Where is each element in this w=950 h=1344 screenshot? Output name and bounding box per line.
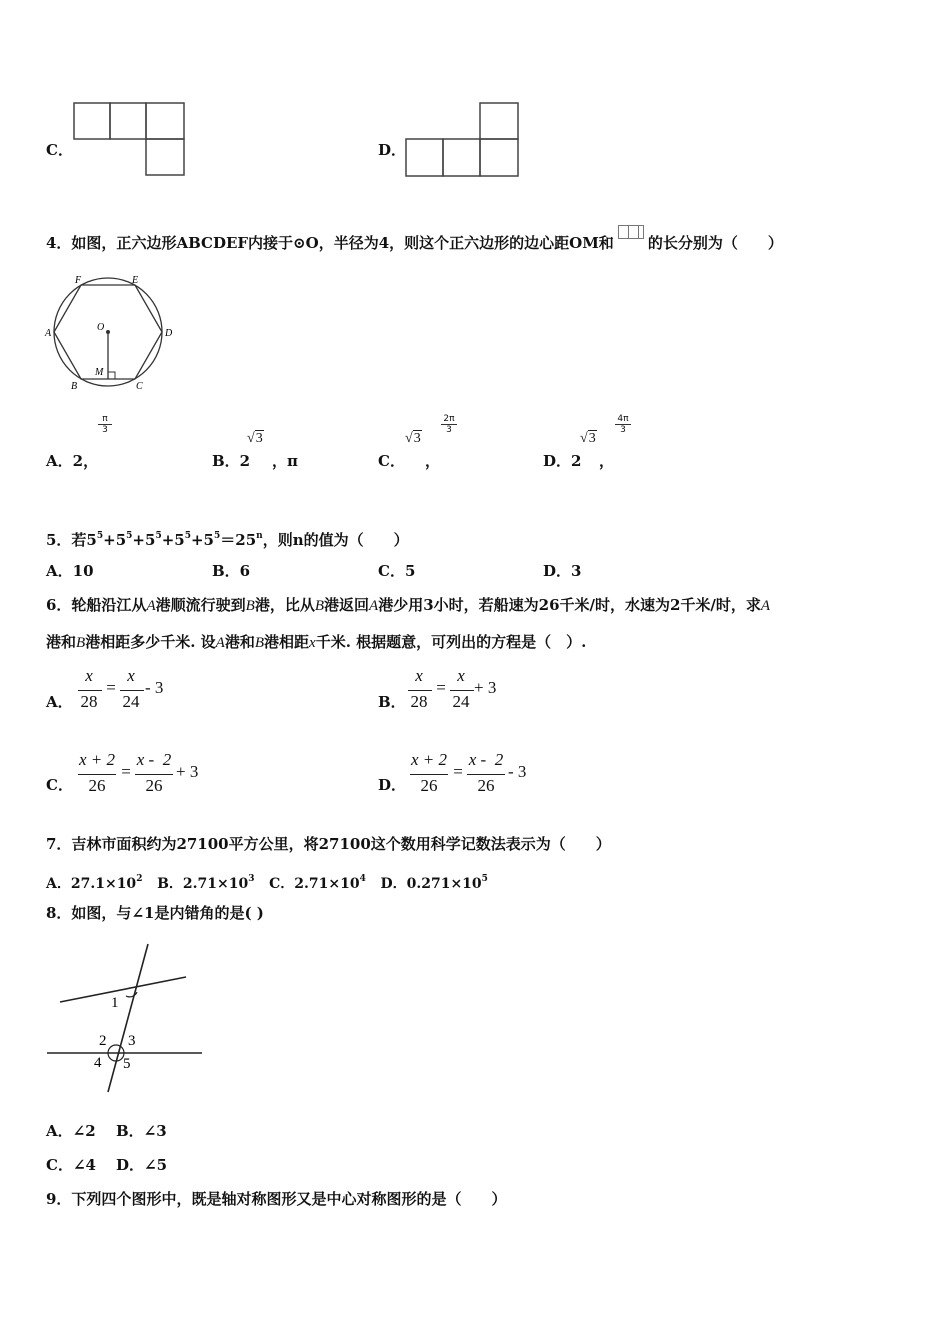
q4-option-c: C． (378, 452, 405, 470)
q3-option-c-label: C． (46, 141, 73, 159)
q9-stem: 9．下列四个图形中，既是轴对称图形又是中心对称图形的是（ ） (46, 1190, 507, 1208)
q8-option-d: D．∠5 (116, 1156, 168, 1174)
q4-option-d-tail: ， (599, 452, 615, 470)
q7-options: A．$27.1\times 10^2$ B．$2.71\times 10^3$ C．$2.71\times 10^4$ D．$0.271\times 10^5$ (46, 874, 488, 892)
hex-label-e: E (132, 275, 139, 286)
q4-option-c-tail: ， (425, 452, 441, 470)
hex-label-m: M (95, 367, 104, 378)
q4-hexagon-figure (40, 268, 180, 398)
q5-option-c: C．5 (378, 562, 416, 580)
angle-label-2: 2 (99, 1033, 107, 1049)
q6-option-d-equation: x + 2 26 = x - 2 26 - 3 (410, 750, 527, 795)
q4-option-a: A．2， (46, 452, 99, 470)
q8-option-b: B．∠3 (116, 1122, 167, 1140)
q8-option-a: A．∠2 (46, 1122, 96, 1140)
q4-option-b: B．2 (212, 452, 251, 470)
q8-option-c: C．∠4 (46, 1156, 96, 1174)
q5-option-a: A．10 (46, 562, 94, 580)
q4-small-fraction-d: 4π 3 (615, 414, 631, 435)
q4-option-b-sqrt: √3 (247, 431, 263, 446)
q6-option-a-equation: x 28 = x 24 - 3 (76, 666, 196, 716)
q4-option-d-sqrt: √3 (580, 431, 596, 446)
hex-label-f: F (75, 275, 82, 286)
missing-formula-placeholder (618, 225, 644, 239)
q6-option-c-equation: x + 2 26 = x - 2 26 + 3 (78, 750, 199, 795)
q6-option-b-equation: x 28 = x 24 + 3 (406, 666, 526, 716)
angle-label-4: 4 (94, 1055, 102, 1071)
hex-label-c: C (136, 381, 143, 392)
q3-option-d-net-figure (404, 101, 522, 179)
q4-small-fraction-a: π 3 (98, 414, 112, 435)
q6-option-b-label: B． (378, 693, 406, 711)
q5-option-b: B．6 (212, 562, 251, 580)
q5-option-d: D．3 (543, 562, 582, 580)
q3-option-c-net-figure (72, 101, 188, 179)
q6-stem-line1: 6．轮船沿江从A港顺流行驶到B港，比从B港返回A港少用3小时，若船速为26千米/时，水速为2千米/时，求A (46, 596, 771, 614)
q3-option-d-label: D． (378, 141, 407, 159)
q5-stem: 5．若$5^5+5^5+5^5+5^5+5^5=25^n$，则n的值为（ ） (46, 531, 409, 549)
q8-stem: 8．如图，与∠1是内错角的是( ) (46, 904, 264, 922)
hex-label-d: D (165, 328, 173, 339)
angle-label-1: 1 (111, 995, 119, 1011)
q8-angle-figure (44, 940, 206, 1100)
q7-stem: 7．吉林市面积约为27100平方公里，将27100这个数用科学记数法表示为（ ） (46, 835, 611, 853)
angle-label-5: 5 (123, 1056, 131, 1072)
hex-label-a: A (45, 328, 52, 339)
q6-option-a-label: A． (46, 693, 73, 711)
q6-option-d-label: D． (378, 776, 407, 794)
q4-stem: 4．如图，正六边形ABCDEF内接于⊙O，半径为4，则这个正六边形的边心距OM和 的长分别为（ ） (46, 225, 783, 253)
hex-label-o: O (97, 322, 105, 333)
q6-option-c-label: C． (46, 776, 73, 794)
q4-small-fraction-c: 2π 3 (441, 414, 457, 435)
angle-label-3: 3 (128, 1033, 136, 1049)
q4-option-d: D．2 (543, 452, 582, 470)
q6-stem-line2: 港和B港相距多少千米. 设A港和B港相距x千米. 根据题意，可列出的方程是（ ）. (46, 633, 587, 651)
q4-option-c-sqrt: √3 (405, 431, 421, 446)
hex-label-b: B (71, 381, 78, 392)
q4-option-b-tail: ，π (272, 452, 298, 470)
